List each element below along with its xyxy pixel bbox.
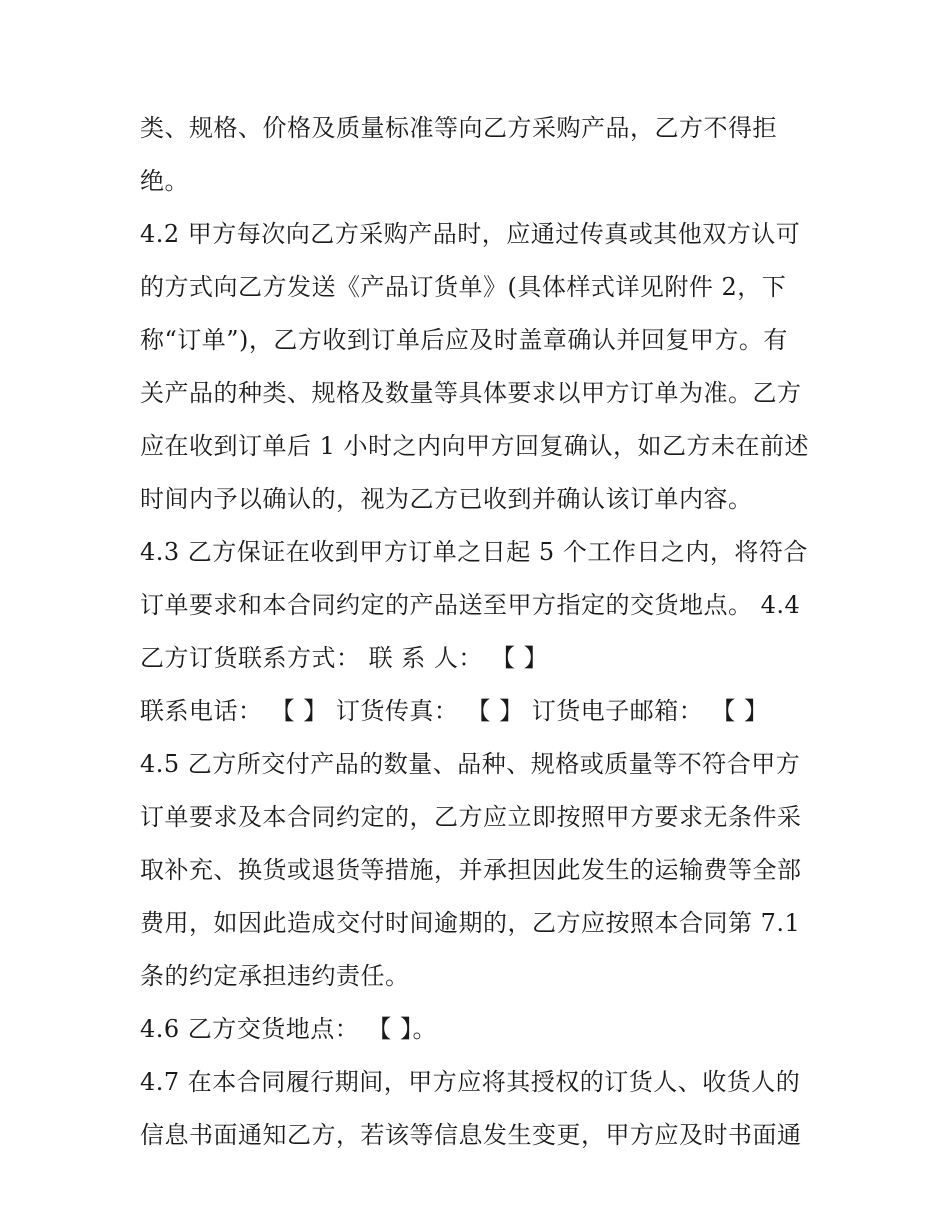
text-line: 绝。 [140,167,189,195]
text-line: 乙方订货联系方式： 联 系 人： 【 】 [140,644,549,672]
text-line: 时间内予以确认的，视为乙方已收到并确认该订单内容。 [140,485,753,513]
text-line: 费用，如因此造成交付时间逾期的，乙方应按照本合同第 7.1 [140,909,801,937]
text-line: 4.2 甲方每次向乙方采购产品时，应通过传真或其他双方认可 [140,220,801,248]
text-line: 关产品的种类、规格及数量等具体要求以甲方订单为准。乙方 [140,379,802,407]
text-line: 联系电话： 【 】 订货传真： 【 】 订货电子邮箱： 【 】 [140,697,769,725]
text-line: 的方式向乙方发送《产品订货单》(具体样式详见附件 2，下 [140,273,787,301]
document-body [140,102,830,1162]
text-line: 取补充、换货或退货等措施，并承担因此发生的运输费等全部 [140,856,802,884]
text-line: 类、规格、价格及质量标准等向乙方采购产品，乙方不得拒 [140,114,777,142]
text-line: 4.5 乙方所交付产品的数量、品种、规格或质量等不符合甲方 [140,750,801,778]
text-line: 应在收到订单后 1 小时之内向甲方回复确认，如乙方未在前述 [140,432,810,460]
text-line: 4.7 在本合同履行期间，甲方应将其授权的订货人、收货人的 [140,1068,801,1096]
text-line: 4.3 乙方保证在收到甲方订单之日起 5 个工作日之内，将符合 [140,538,808,566]
text-line: 称“订单”)，乙方收到订单后应及时盖章确认并回复甲方。有 [140,326,788,354]
text-line: 条的约定承担违约责任。 [140,962,410,990]
text-line: 4.6 乙方交货地点： 【 】。 [140,1015,438,1043]
text-line: 订单要求及本合同约定的，乙方应立即按照甲方要求无条件采 [140,803,802,831]
text-line: 订单要求和本合同约定的产品送至甲方指定的交货地点。 4.4 [140,591,801,619]
text-line: 信息书面通知乙方，若该等信息发生变更，甲方应及时书面通 [140,1121,802,1149]
